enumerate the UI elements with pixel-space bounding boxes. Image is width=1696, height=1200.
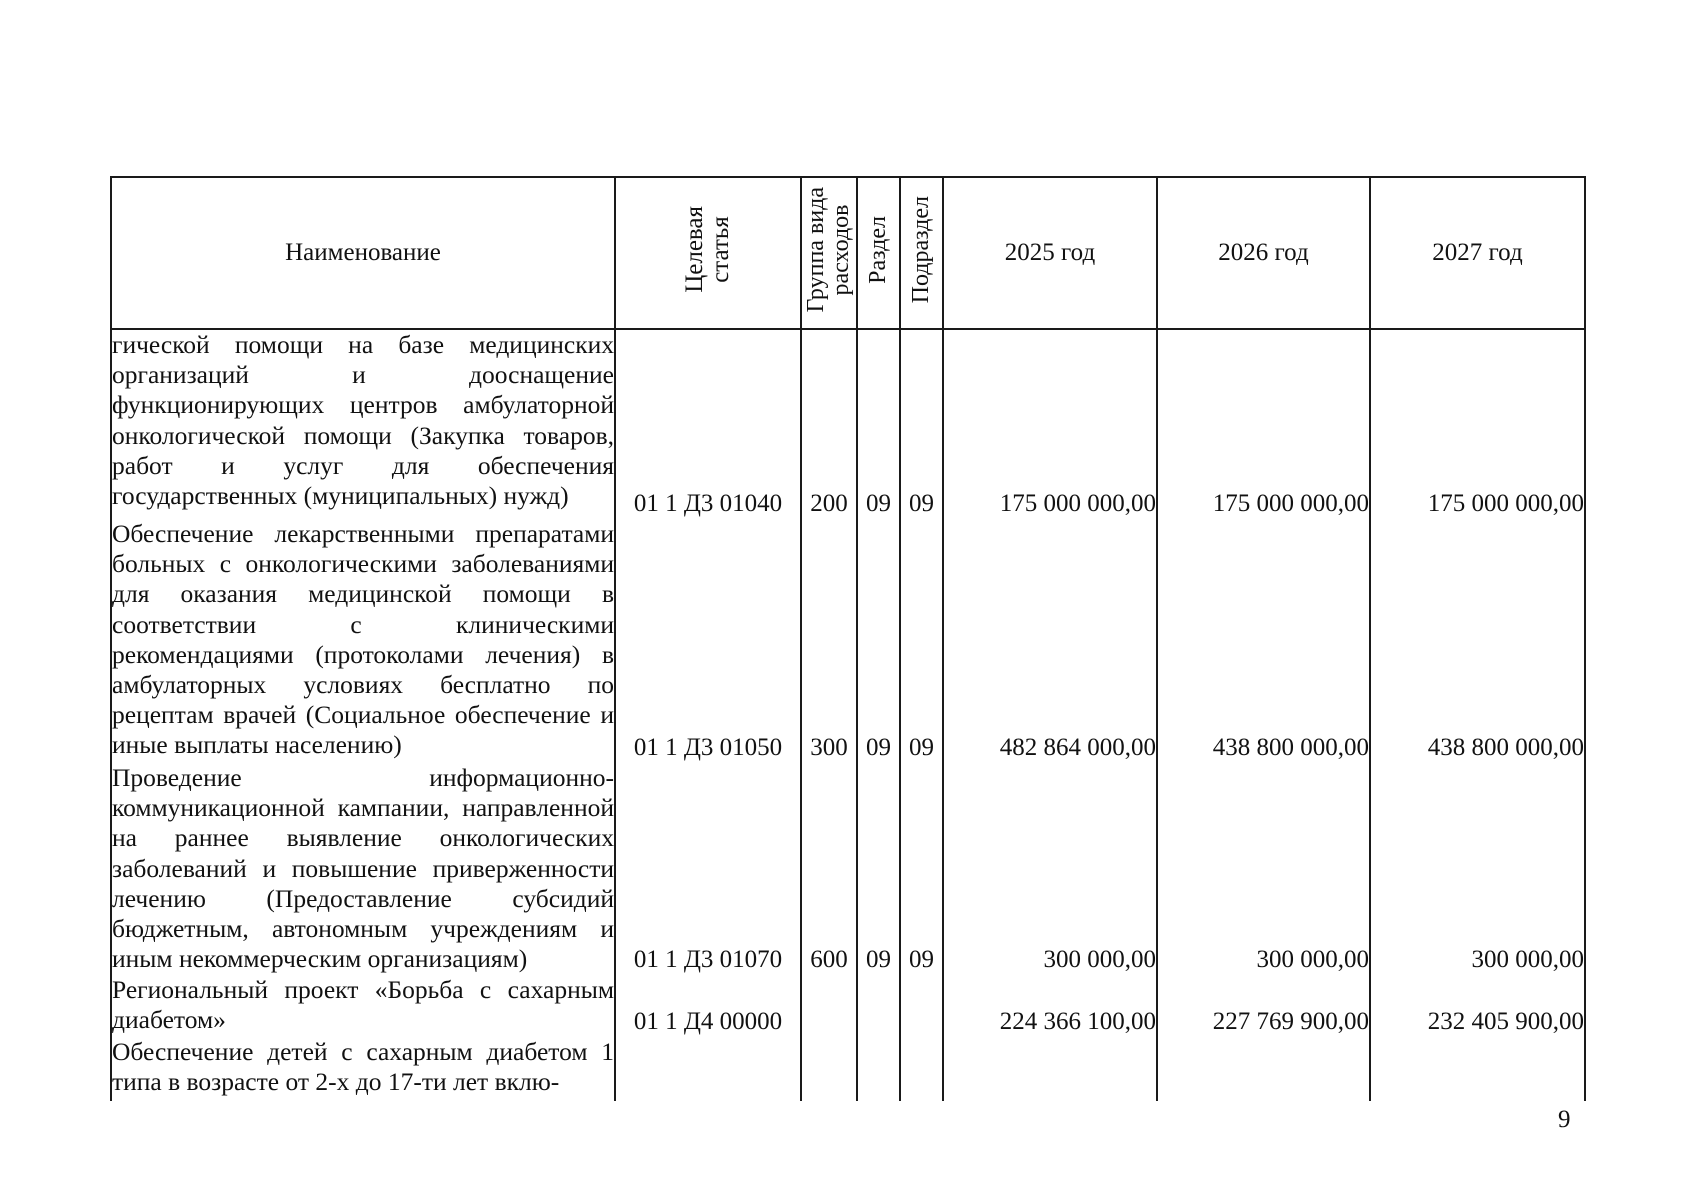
row-section: 09 [857, 763, 900, 975]
row-amount-2027: 232 405 900,00 [1370, 975, 1585, 1037]
row-amount-2026: 300 000,00 [1157, 763, 1370, 975]
header-name: Наименование [111, 177, 615, 329]
row-subsection: 09 [900, 519, 943, 763]
row-amount-2026: 175 000 000,00 [1157, 329, 1370, 519]
row-amount-2026: 438 800 000,00 [1157, 519, 1370, 763]
row-expense-group [801, 1037, 857, 1101]
row-amount-2026 [1157, 1037, 1370, 1101]
row-amount-2025 [943, 1037, 1157, 1101]
row-amount-2026: 227 769 900,00 [1157, 975, 1370, 1037]
row-name: Обеспечение детей с сахарным диабетом 1 типа в возрасте от 2-х до 17-ти лет вклю- [111, 1037, 615, 1101]
header-expense-group [801, 177, 857, 329]
row-amount-2025: 482 864 000,00 [943, 519, 1157, 763]
row-name: Проведение информационно-коммуникационной кампании, направленной на раннее выявление онкологических заболеваний и повышение приверженности лечению (Предоставление субсидий бюджетным, автономным учреждениям и иным некоммерческим организациям) [112, 763, 614, 974]
table-row [111, 763, 1585, 975]
table-row [111, 1037, 1585, 1101]
page-number: 9 [1558, 1106, 1571, 1133]
header-year-2027: 2027 год [1370, 177, 1585, 329]
row-section [857, 975, 900, 1037]
row-expense-group: 600 [801, 763, 857, 975]
row-amount-2027: 438 800 000,00 [1370, 519, 1585, 763]
header-year-2025: 2025 год [943, 177, 1157, 329]
table-row [111, 975, 1585, 1037]
row-target-article: 01 1 Д3 01050 [615, 519, 801, 763]
row-section [857, 1037, 900, 1101]
table-row [111, 329, 1585, 519]
row-amount-2025: 175 000 000,00 [943, 329, 1157, 519]
header-target-article-line2: статья [707, 216, 734, 283]
row-amount-2027 [1370, 1037, 1585, 1101]
row-section: 09 [857, 329, 900, 519]
row-name: Региональный проект «Борьба с сахарным диабетом» [111, 975, 615, 1037]
header-target-article-line1: Целевая [681, 206, 708, 293]
header-expense-group-line2: расходов [828, 204, 854, 295]
row-amount-2025: 300 000,00 [943, 763, 1157, 975]
table-row [111, 519, 1585, 763]
budget-table [110, 176, 1586, 1101]
row-section: 09 [857, 519, 900, 763]
row-subsection [900, 1037, 943, 1101]
header-expense-group-line1: Группа вида [803, 186, 829, 313]
row-target-article [615, 1037, 801, 1101]
header-target-article [615, 177, 801, 329]
row-name: гической помощи на базе медицинских организаций и дооснащение функционирующих центров амбулаторной онкологической помощи (Закупка товаров, работ и услуг для обеспечения государственных (муниципальных) нужд) [111, 329, 615, 519]
row-amount-2027: 300 000,00 [1370, 763, 1585, 975]
row-subsection: 09 [900, 329, 943, 519]
row-expense-group: 300 [801, 519, 857, 763]
row-target-article: 01 1 Д3 01040 [615, 329, 801, 519]
table-header-row [111, 177, 1585, 329]
header-section: Раздел [857, 177, 900, 329]
header-year-2026: 2026 год [1157, 177, 1370, 329]
row-subsection [900, 975, 943, 1037]
row-amount-2027: 175 000 000,00 [1370, 329, 1585, 519]
row-target-article: 01 1 Д3 01070 [615, 763, 801, 975]
row-name: Обеспечение лекарственными препаратами больных с онкологическими заболеваниями для оказания медицинской помощи в соответствии с клиническими рекомендациями (протоколами лечения) в амбулаторных условиях бесплатно по рецептам врачей (Социальное обеспечение и иные выплаты населению) [111, 519, 615, 763]
row-expense-group [801, 975, 857, 1037]
header-subsection: Подраздел [900, 177, 943, 329]
row-amount-2025: 224 366 100,00 [943, 975, 1157, 1037]
row-expense-group: 200 [801, 329, 857, 519]
row-subsection: 09 [900, 763, 943, 975]
row-target-article: 01 1 Д4 00000 [615, 975, 801, 1037]
